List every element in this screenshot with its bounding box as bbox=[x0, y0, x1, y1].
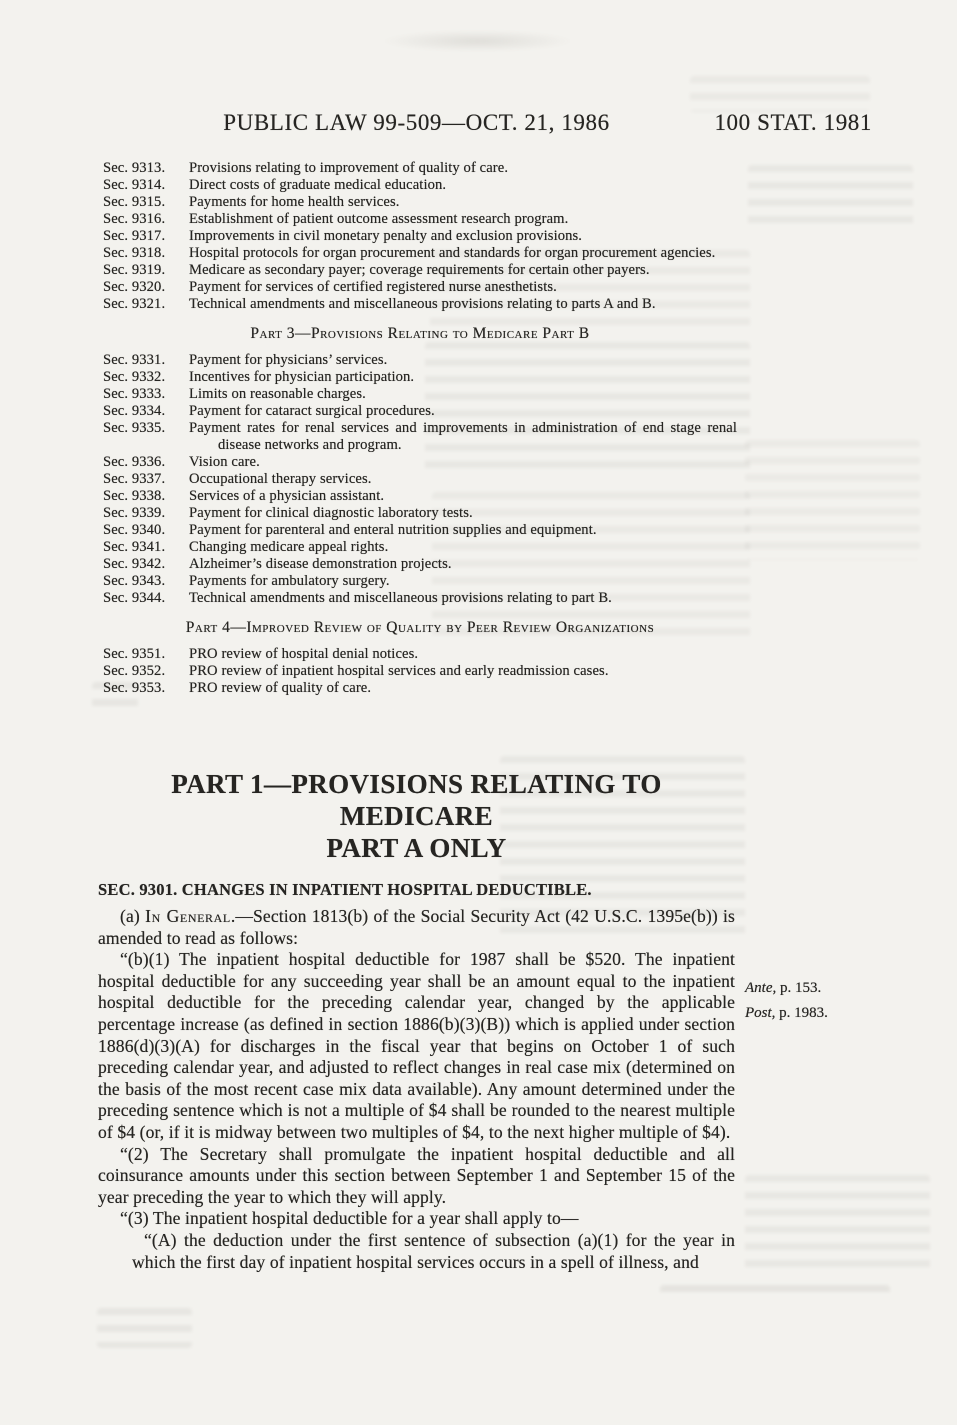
toc-entry-title: PRO review of quality of care. bbox=[189, 680, 372, 696]
toc-entry-number: Sec. 9337. bbox=[103, 471, 166, 487]
paragraph-a-prefix: (a) bbox=[120, 906, 146, 926]
toc-entry-title: Payments for ambulatory surgery. bbox=[189, 573, 390, 589]
toc-entry bbox=[103, 522, 737, 539]
toc-entry-number: Sec. 9315. bbox=[103, 194, 166, 210]
toc-entry bbox=[103, 663, 737, 680]
toc-entry-title: Payment for cataract surgical procedures. bbox=[189, 403, 435, 419]
toc-entry bbox=[103, 505, 737, 522]
toc-entry-number: Sec. 9342. bbox=[103, 556, 166, 572]
toc-entry-number: Sec. 9320. bbox=[103, 279, 166, 295]
toc-entry-title: Hospital protocols for organ procurement and standards for organ procurement agencies. bbox=[189, 245, 716, 261]
toc-entry bbox=[103, 369, 737, 386]
toc-entry-number: Sec. 9341. bbox=[103, 539, 166, 555]
bleedthrough-artifact bbox=[97, 1308, 192, 1348]
toc-entry bbox=[103, 177, 737, 194]
toc-entry bbox=[103, 279, 737, 296]
margin-note-post bbox=[745, 1001, 885, 1026]
paragraph-a-rest: .—Section 1813(b) of the Social Security Act (42 U.S.C. 1395e(b)) is amended to read as follows: bbox=[98, 906, 735, 948]
toc-entry bbox=[103, 194, 737, 211]
toc-entry-title: Medicare as secondary payer; coverage requirements for certain other payers. bbox=[189, 262, 650, 278]
bleedthrough-artifact bbox=[690, 76, 870, 112]
toc-entry-title: Payment for physicians’ services. bbox=[189, 352, 388, 368]
toc-entry-number: Sec. 9352. bbox=[103, 663, 166, 679]
toc-entry-title: Payment for services of certified registered nurse anesthetists. bbox=[189, 279, 557, 295]
toc-entry bbox=[103, 539, 737, 556]
toc-entry-number: Sec. 9338. bbox=[103, 488, 166, 504]
part1-body bbox=[98, 752, 735, 1273]
toc-entry-number: Sec. 9333. bbox=[103, 386, 166, 402]
bleedthrough-artifact bbox=[380, 30, 575, 52]
toc-entry bbox=[103, 296, 737, 313]
toc-part-a-list bbox=[103, 160, 737, 313]
paragraph-a-smallcaps: In General bbox=[145, 906, 231, 926]
margin-note-ante-ref: Ante, bbox=[745, 980, 777, 996]
toc-entry bbox=[103, 211, 737, 228]
paragraph-3: “(3) The inpatient hospital deductible for a year shall apply to— bbox=[120, 1208, 579, 1229]
section-9301-heading: SEC. 9301. CHANGES IN INPATIENT HOSPITAL DEDUCTIBLE. bbox=[98, 880, 592, 899]
toc-entry-number: Sec. 9351. bbox=[103, 646, 166, 662]
toc-entry-number: Sec. 9316. bbox=[103, 211, 166, 227]
bleedthrough-artifact bbox=[745, 1175, 930, 1270]
toc-entry-number: Sec. 9343. bbox=[103, 573, 166, 589]
toc-entry-title: Direct costs of graduate medical education. bbox=[189, 177, 447, 193]
toc-entry-number: Sec. 9344. bbox=[103, 590, 166, 606]
part1-heading bbox=[98, 768, 735, 864]
margin-note-post-page: p. 1983. bbox=[779, 1005, 828, 1021]
bleedthrough-artifact bbox=[748, 165, 913, 227]
toc-entry-number: Sec. 9317. bbox=[103, 228, 166, 244]
toc-entry bbox=[103, 403, 737, 420]
page-header bbox=[0, 110, 957, 142]
toc-entry-title: Incentives for physician participation. bbox=[189, 369, 415, 385]
toc-entry-title: Alzheimer’s disease demonstration projects. bbox=[189, 556, 452, 572]
toc-entry bbox=[103, 352, 737, 369]
toc-entry-title: Payment rates for renal services and improvements in administration of end stage renal disease networks and program. bbox=[189, 420, 737, 453]
paragraph-A: “(A) the deduction under the first sentence of subsection (a)(1) for the year in which the first day of inpatient hospital services occurs in a spell of illness, and bbox=[132, 1229, 735, 1272]
toc-entry-number: Sec. 9335. bbox=[103, 420, 166, 436]
toc-entry-title: PRO review of hospital denial notices. bbox=[189, 646, 419, 662]
toc-entry bbox=[103, 160, 737, 177]
toc-part4-heading: Part 4—Improved Review of Quality by Peer Review Organizations bbox=[185, 619, 655, 636]
toc-entry-number: Sec. 9318. bbox=[103, 245, 166, 261]
toc-entry-title: Payments for home health services. bbox=[189, 194, 400, 210]
toc-entry-title: Establishment of patient outcome assessment research program. bbox=[189, 211, 569, 227]
toc-entry-title: Occupational therapy services. bbox=[189, 471, 372, 487]
toc-entry-number: Sec. 9313. bbox=[103, 160, 166, 176]
toc-entry bbox=[103, 556, 737, 573]
toc-entry bbox=[103, 646, 737, 663]
margin-note-ante bbox=[745, 976, 885, 1001]
toc-entry-title: Payment for clinical diagnostic laboratory tests. bbox=[189, 505, 473, 521]
toc-entry-number: Sec. 9331. bbox=[103, 352, 166, 368]
toc-entry-title: Vision care. bbox=[189, 454, 260, 470]
toc-entry-title: Technical amendments and miscellaneous provisions relating to part B. bbox=[189, 590, 612, 606]
toc-entry bbox=[103, 262, 737, 279]
toc-entry-title: Changing medicare appeal rights. bbox=[189, 539, 389, 555]
toc-entry bbox=[103, 420, 737, 454]
toc-entry-number: Sec. 9321. bbox=[103, 296, 166, 312]
toc-entry-title: Improvements in civil monetary penalty and exclusion provisions. bbox=[189, 228, 583, 244]
toc-entry bbox=[103, 590, 737, 607]
law-title: PUBLIC LAW 99-509—OCT. 21, 1986 bbox=[223, 110, 610, 135]
toc-entry bbox=[103, 471, 737, 488]
toc-entry-title: Technical amendments and miscellaneous provisions relating to parts A and B. bbox=[189, 296, 656, 312]
table-of-contents bbox=[103, 160, 737, 697]
toc-entry-title: Services of a physician assistant. bbox=[189, 488, 385, 504]
paragraph-2: “(2) The Secretary shall promulgate the inpatient hospital deductible and all coinsurance amounts under this section between September 1 and September 15 of the year preceding the year to which they will apply. bbox=[98, 1143, 735, 1207]
toc-entry-title: PRO review of inpatient hospital services and early readmission cases. bbox=[189, 663, 609, 679]
toc-part3-heading: Part 3—Provisions Relating to Medicare Part B bbox=[250, 325, 590, 342]
toc-entry bbox=[103, 245, 737, 262]
toc-entry bbox=[103, 454, 737, 471]
toc-entry-title: Payment for parenteral and enteral nutrition supplies and equipment. bbox=[189, 522, 597, 538]
part1-heading-line2: PART A ONLY bbox=[326, 833, 507, 863]
toc-entry-number: Sec. 9340. bbox=[103, 522, 166, 538]
toc-entry bbox=[103, 228, 737, 245]
toc-entry-number: Sec. 9334. bbox=[103, 403, 166, 419]
toc-part3-list bbox=[103, 352, 737, 607]
paragraph-a bbox=[98, 906, 735, 949]
toc-entry-number: Sec. 9336. bbox=[103, 454, 166, 470]
toc-entry bbox=[103, 573, 737, 590]
toc-entry bbox=[103, 680, 737, 697]
paragraph-b1: “(b)(1) The inpatient hospital deductible for 1987 shall be $520. The inpatient hospital deductible for any succeeding year shall be an amount equal to the inpatient hospital deductible for the preceding calendar year, changed by the applicable percentage increase (as defined in section 1886(b)(3)(B)) which is applied under section 1886(d)(3)(A) for discharges in the fiscal year that begins on October 1 of such preceding calendar year, and adjusted to reflect changes in real case mix (determined on the basis of the most recent case mix data available). Any amount determined under the preceding sentence which is not a multiple of $4 shall be rounded to the nearest multiple of $4 (or, if it is midway between two multiples of $4, to the next higher multiple of $4). bbox=[98, 949, 735, 1142]
bleedthrough-artifact bbox=[660, 1285, 890, 1301]
margin-note-ante-page: p. 153. bbox=[780, 980, 822, 996]
toc-entry-number: Sec. 9314. bbox=[103, 177, 166, 193]
toc-entry-number: Sec. 9353. bbox=[103, 680, 166, 696]
part1-heading-line1: PART 1—PROVISIONS RELATING TO MEDICARE bbox=[171, 769, 662, 831]
margin-note-post-ref: Post, bbox=[745, 1005, 776, 1021]
toc-entry-number: Sec. 9332. bbox=[103, 369, 166, 385]
toc-part4-list bbox=[103, 646, 737, 697]
toc-entry-title: Limits on reasonable charges. bbox=[189, 386, 366, 402]
toc-entry-number: Sec. 9319. bbox=[103, 262, 166, 278]
statute-page-number: 100 STAT. 1981 bbox=[714, 110, 872, 135]
toc-entry-title: Provisions relating to improvement of quality of care. bbox=[189, 160, 509, 176]
bleedthrough-artifact bbox=[745, 440, 920, 560]
toc-entry-number: Sec. 9339. bbox=[103, 505, 166, 521]
toc-entry bbox=[103, 386, 737, 403]
toc-entry bbox=[103, 488, 737, 505]
